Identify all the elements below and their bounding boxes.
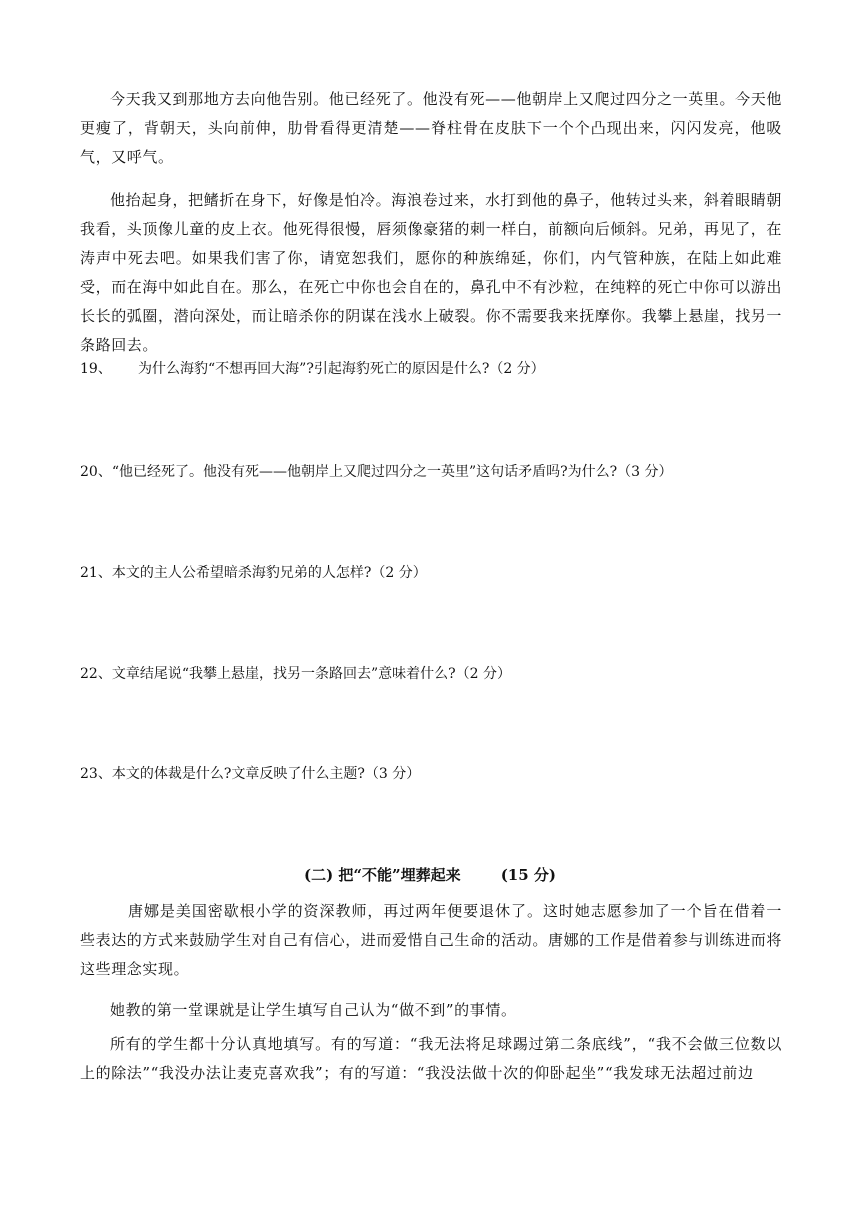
question-20 xyxy=(80,462,782,482)
question-21 xyxy=(80,563,782,583)
question-19 xyxy=(80,359,782,379)
question-22 xyxy=(80,664,782,684)
question-text: 本文的体裁是什么?文章反映了什么主题?（3 分） xyxy=(111,766,421,782)
section-title-text: (二) 把“不能”埋葬起来 xyxy=(304,866,461,884)
passage-paragraph-2: 他抬起身，把鳍折在身下，好像是怕冷。海浪卷过来，水打到他的鼻子，他转过头来，斜着眼睛朝我看，头顶像儿童的皮上衣。他死得很慢，唇须像豪猪的刺一样白，前额向后倾斜。兄弟，再见了，在涛声中死去吧。如果我们害了你，请宽恕我们，愿你的种族绵延，你们，内气管种族，在陆上如此难受，而在海中如此自在。那么，在死亡中你也会自在的，鼻孔中不有沙粒，在纯粹的死亡中你可以游出长长的弧圈，潜向深处，而让暗杀你的阴谋在浅水上破裂。你不需要我来抚摩你。我攀上悬崖，找另一条路回去。 xyxy=(80,191,783,354)
question-number: 20、 xyxy=(80,464,112,480)
question-number: 23、 xyxy=(80,766,112,782)
question-number: 21、 xyxy=(80,565,112,581)
question-number: 22、 xyxy=(80,666,112,682)
question-text: “他已经死了。他没有死——他朝岸上又爬过四分之一英里”这句话矛盾吗?为什么?（3 分） xyxy=(111,464,673,480)
question-text: 文章结尾说“我攀上悬崖，找另一条路回去”意味着什么?（2 分） xyxy=(111,666,512,682)
section2-paragraph-3: 所有的学生都十分认真地填写。有的写道：“我无法将足球踢过第二条底线”，“我不会做三位数以上的除法”“我没办法让麦克喜欢我”；有的写道：“我没法做十次的仰卧起坐”“我发球无法超过前边 xyxy=(80,1035,782,1082)
section-score: (15 分) xyxy=(500,866,556,884)
question-number: 19、 xyxy=(80,361,112,377)
section2-paragraph-2: 她教的第一堂课就是让学生填写自己认为“做不到”的事情。 xyxy=(110,1001,517,1019)
question-23 xyxy=(80,764,782,784)
section2-paragraph-1: 唐娜是美国密歇根小学的资深教师，再过两年便要退休了。这时她志愿参加了一个旨在借着一些表达的方式来鼓励学生对自己有信心，进而爱惜自己生命的活动。唐娜的工作是借着参与训练进而将这些理念实现。 xyxy=(80,902,783,978)
passage-paragraph-1: 今天我又到那地方去向他告别。他已经死了。他没有死——他朝岸上又爬过四分之一英里。今天他更瘦了，背朝天，头向前伸，肋骨看得更清楚——脊柱骨在皮肤下一个个凸现出来，闪闪发亮，他吸气，又呼气。 xyxy=(80,90,782,166)
question-text: 为什么海豹“不想再回大海”?引起海豹死亡的原因是什么?（2 分） xyxy=(138,361,545,377)
question-text: 本文的主人公希望暗杀海豹兄弟的人怎样?（2 分） xyxy=(111,565,427,581)
section-title xyxy=(0,864,860,886)
